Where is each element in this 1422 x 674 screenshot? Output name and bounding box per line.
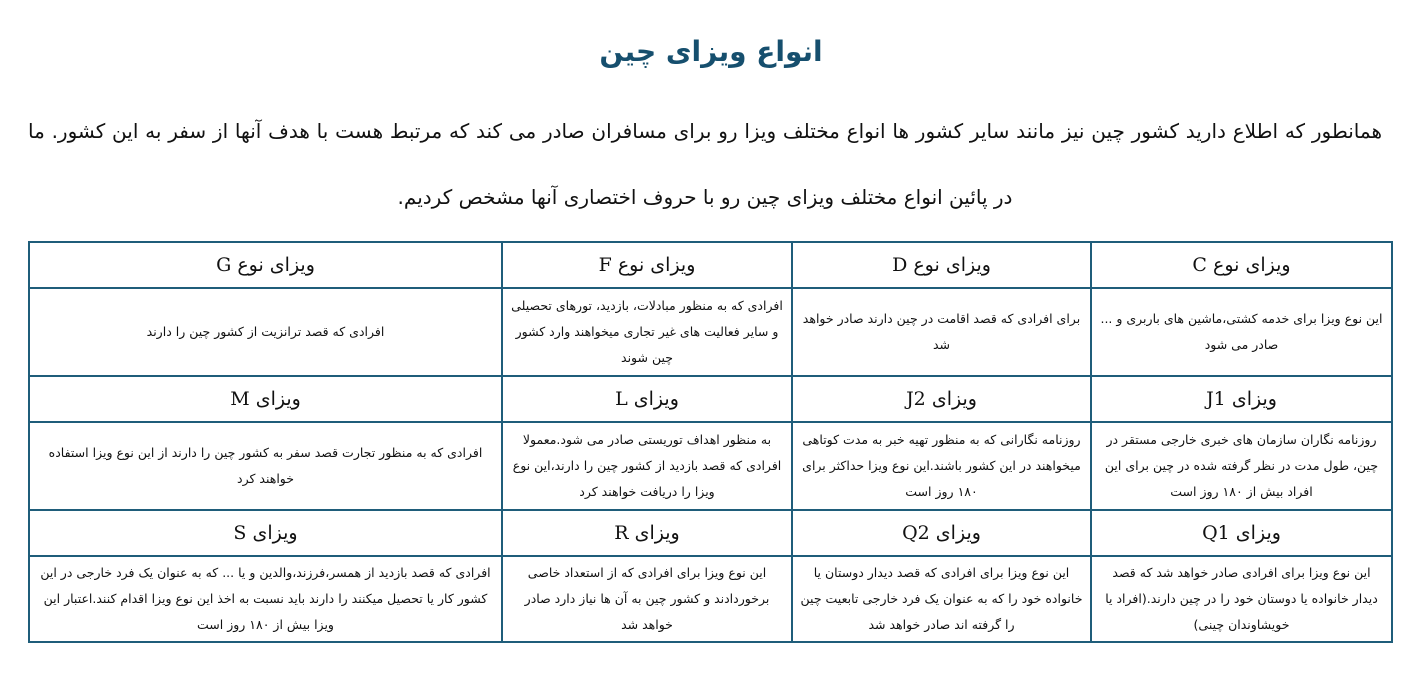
- table-description-row: [29, 422, 1392, 510]
- visa-types-table: [28, 241, 1393, 643]
- visa-f-heading: ویزای نوع F: [502, 242, 792, 288]
- intro-paragraph: همانطور که اطلاع دارید کشور چین نیز مانند سایر کشور ها انواع مختلف ویزا رو برای مسافران صادر می کند که مرتبط هست با هدف آنها از سفر به این کشور. ما در پائین انواع مختلف ویزای چین رو با حروف اختصاری آنها مشخص کردیم.: [28, 119, 1382, 209]
- visa-l-description: به منظور اهداف توریستی صادر می شود.معمولا افرادی که قصد بازدید از کشور چین را دارند،این نوع ویزا را دریافت خواهند کرد: [502, 422, 792, 510]
- table-header-row: [29, 242, 1392, 288]
- visa-f-description: افرادی که به منظور مبادلات، بازدید، تورهای تحصیلی و سایر فعالیت های غیر تجاری میخواهند وارد کشور چین شوند: [502, 288, 792, 376]
- visa-l-heading: ویزای L: [502, 376, 792, 422]
- table-description-row: [29, 556, 1392, 642]
- visa-c-heading: ویزای نوع C: [1091, 242, 1392, 288]
- page-title: انواع ویزای چین: [599, 35, 823, 68]
- table-header-row: [29, 510, 1392, 556]
- visa-g-description: افرادی که قصد ترانزیت از کشور چین را دارند: [29, 288, 502, 376]
- visa-d-description: برای افرادی که قصد اقامت در چین دارند صادر خواهد شد: [792, 288, 1091, 376]
- visa-q1-description: این نوع ویزا برای افرادی صادر خواهد شد که قصد دیدار خانواده یا دوستان خود را در چین دارند.(افراد یا خویشاوندان چینی): [1091, 556, 1392, 642]
- visa-r-description: این نوع ویزا برای افرادی که از استعداد خاصی برخوردادند و کشور چین به آن ها نیاز دارد صادر خواهد شد: [502, 556, 792, 642]
- visa-s-description: افرادی که قصد بازدید از همسر،فرزند،والدین و یا ... که به عنوان یک فرد خارجی در این کشور کار یا تحصیل میکنند را دارند باید نسبت به اخذ این نوع ویزا اقدام کنند.اعتبار این ویزا بیش از ۱۸۰ روز است: [29, 556, 502, 642]
- visa-m-heading: ویزای M: [29, 376, 502, 422]
- table-description-row: [29, 288, 1392, 376]
- visa-j2-description: روزنامه نگارانی که به منظور تهیه خبر به مدت کوتاهی میخواهند در این کشور باشند.این نوع ویزا حداکثر برای ۱۸۰ روز است: [792, 422, 1091, 510]
- visa-m-description: افرادی که به منظور تجارت قصد سفر به کشور چین را دارند از این نوع ویزا استفاده خواهند کرد: [29, 422, 502, 510]
- visa-q2-heading: ویزای Q2: [792, 510, 1091, 556]
- visa-j1-description: روزنامه نگاران سازمان های خبری خارجی مستقر در چین، طول مدت در نظر گرفته شده در چین برای این افراد بیش از ۱۸۰ روز است: [1091, 422, 1392, 510]
- visa-q1-heading: ویزای Q1: [1091, 510, 1392, 556]
- visa-s-heading: ویزای S: [29, 510, 502, 556]
- table-header-row: [29, 376, 1392, 422]
- visa-j2-heading: ویزای J2: [792, 376, 1091, 422]
- visa-d-heading: ویزای نوع D: [792, 242, 1091, 288]
- visa-j1-heading: ویزای J1: [1091, 376, 1392, 422]
- visa-r-heading: ویزای R: [502, 510, 792, 556]
- visa-c-description: این نوع ویزا برای خدمه کشتی،ماشین های باربری و ... صادر می شود: [1091, 288, 1392, 376]
- visa-q2-description: این نوع ویزا برای افرادی که قصد دیدار دوستان یا خانواده خود را که به عنوان یک فرد خارجی تابعیت چین را گرفته اند صادر خواهد شد: [792, 556, 1091, 642]
- visa-g-heading: ویزای نوع G: [29, 242, 502, 288]
